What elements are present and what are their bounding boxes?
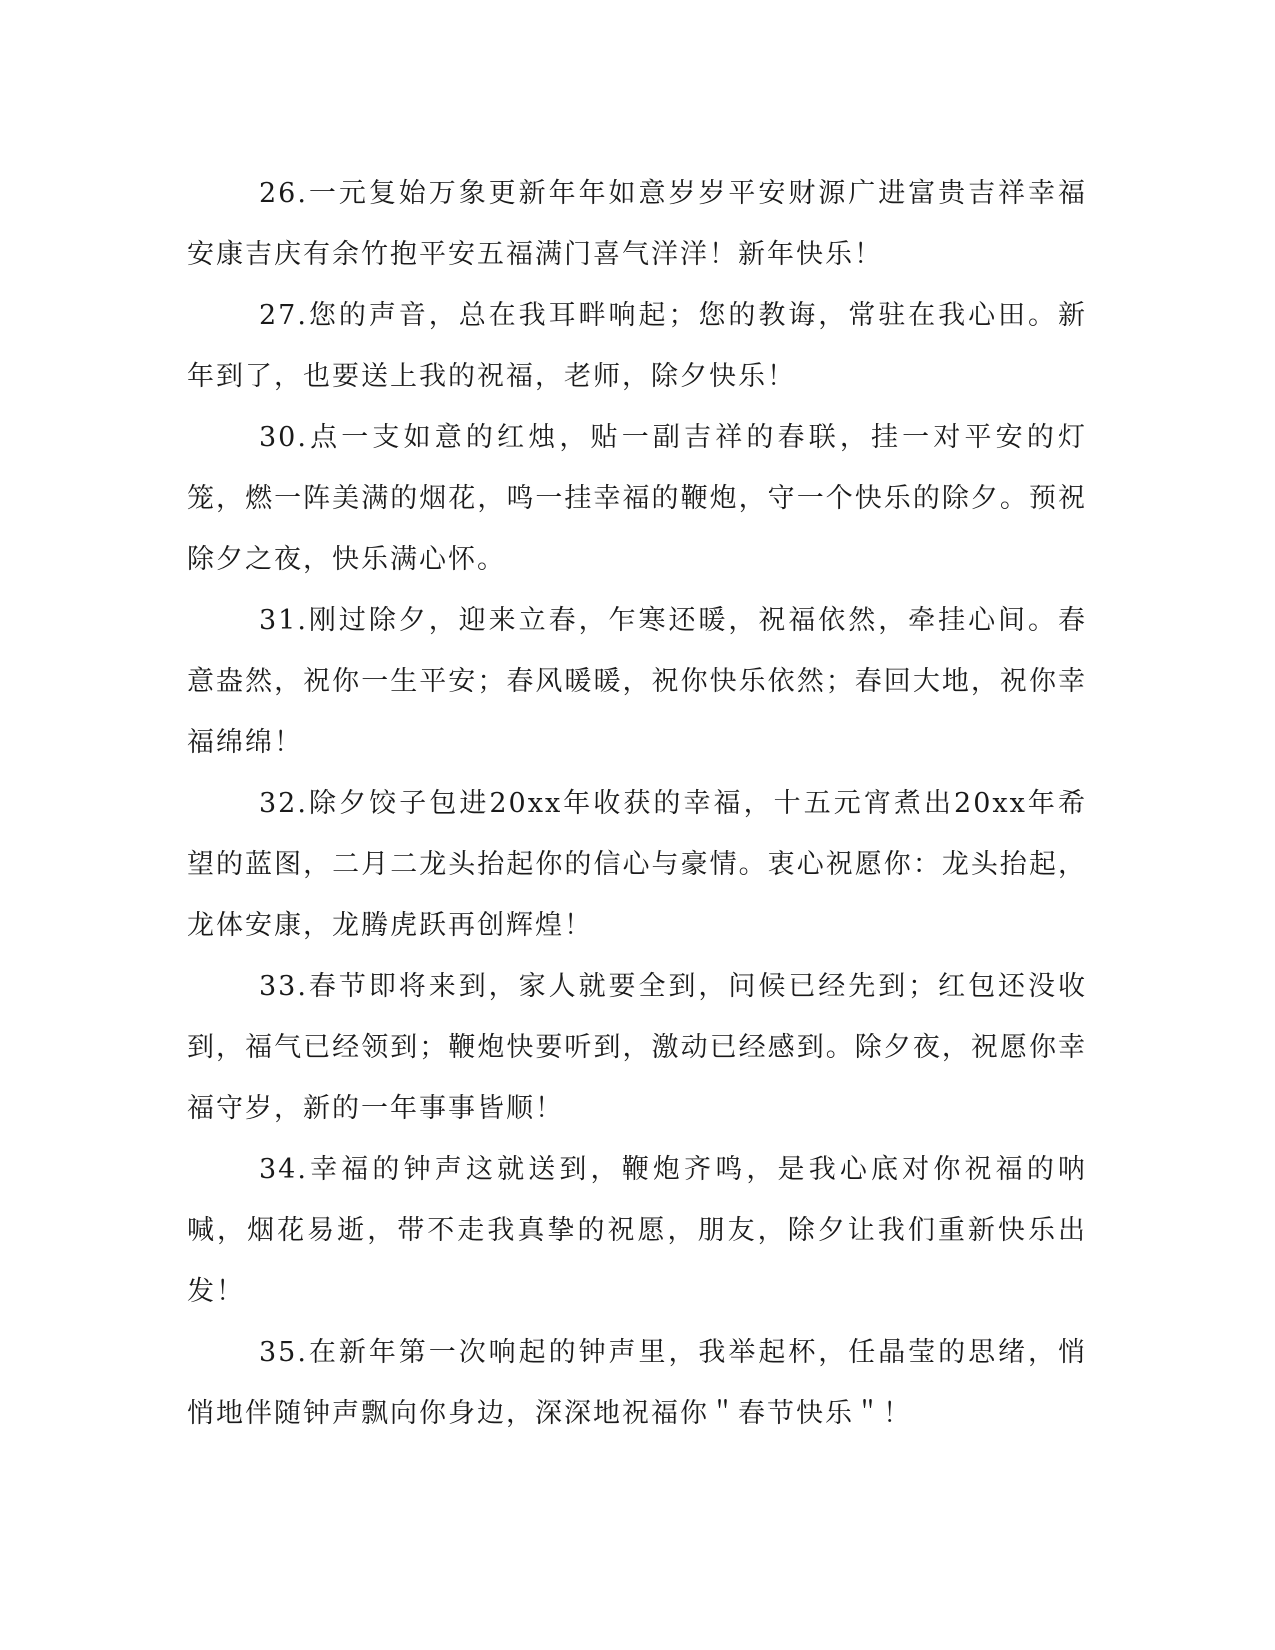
- paragraph-27: 27.您的声音，总在我耳畔响起；您的教诲，常驻在我心田。新年到了，也要送上我的祝福，老师，除夕快乐！: [187, 300, 1087, 392]
- document-body: [187, 163, 1087, 1444]
- paragraph-33: 33.春节即将来到，家人就要全到，问候已经先到；红包还没收到，福气已经领到；鞭炮快要听到，激动已经感到。除夕夜，祝愿你幸福守岁，新的一年事事皆顺！: [187, 971, 1087, 1124]
- paragraph-26: 26.一元复始万象更新年年如意岁岁平安财源广进富贵吉祥幸福安康吉庆有余竹抱平安五福满门喜气洋洋！新年快乐！: [187, 178, 1087, 270]
- paragraph-34: 34.幸福的钟声这就送到，鞭炮齐鸣，是我心底对你祝福的呐喊，烟花易逝，带不走我真挚的祝愿，朋友，除夕让我们重新快乐出发！: [187, 1154, 1087, 1307]
- paragraph-30: 30.点一支如意的红烛，贴一副吉祥的春联，挂一对平安的灯笼，燃一阵美满的烟花，鸣一挂幸福的鞭炮，守一个快乐的除夕。预祝除夕之夜，快乐满心怀。: [187, 422, 1087, 575]
- paragraph-32: 32.除夕饺子包进20xx年收获的幸福，十五元宵煮出20xx年希望的蓝图，二月二龙头抬起你的信心与豪情。衷心祝愿你：龙头抬起，龙体安康，龙腾虎跃再创辉煌！: [187, 788, 1087, 941]
- paragraph-35: 35.在新年第一次响起的钟声里，我举起杯，任晶莹的思绪，悄悄地伴随钟声飘向你身边，深深地祝福你＂春节快乐＂！: [187, 1337, 1087, 1429]
- paragraph-31: 31.刚过除夕，迎来立春，乍寒还暖，祝福依然，牵挂心间。春意盎然，祝你一生平安；春风暖暖，祝你快乐依然；春回大地，祝你幸福绵绵！: [187, 605, 1087, 758]
